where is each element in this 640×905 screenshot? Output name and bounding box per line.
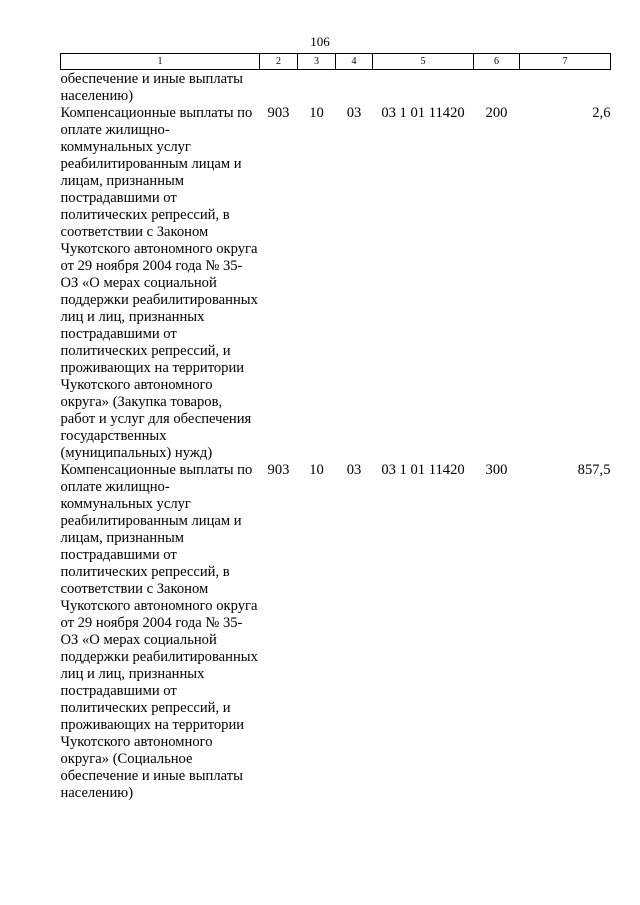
row-subsection — [336, 70, 373, 106]
row-chapter: 903 — [267, 105, 290, 121]
row-section — [298, 70, 336, 106]
row-subsection: 03 — [346, 105, 362, 121]
row-section: 10 — [309, 105, 324, 121]
table-row — [61, 462, 611, 802]
row-name: Компенсационные выплаты по оплате жилищно-коммунальных услуг реабилитированным лицам и лицам, признанным пострадавшими от политических репрессий, в соответствии с Законом Чукотского автономного округа от 29 ноября 2004 года № 35-ОЗ «О мерах социальной поддержки реабилитированных лиц и лиц, признанных пострадавшими от политических репрессий, и проживающих на территории Чукотского автономного округа» (Социальное обеспечение и иные выплаты населению) — [60, 462, 258, 801]
row-type: 300 — [485, 462, 508, 478]
column-number: 7 — [520, 54, 611, 70]
row-name: обеспечение и иные выплаты населению) — [60, 71, 243, 104]
table-row — [61, 70, 611, 106]
row-chapter: 903 — [267, 462, 290, 478]
budget-table — [60, 53, 611, 802]
column-number: 3 — [298, 54, 336, 70]
row-section: 10 — [309, 462, 324, 478]
row-amount: 857,5 — [577, 462, 611, 478]
row-name: Компенсационные выплаты по оплате жилищно-коммунальных услуг реабилитированным лицам и лицам, признанным пострадавшими от политических репрессий, в соответствии с Законом Чукотского автономного округа от 29 ноября 2004 года № 35-ОЗ «О мерах социальной поддержки реабилитированных лиц и лиц, признанных пострадавшими от политических репрессий, и проживающих на территории Чукотского автономного округа» (Закупка товаров, работ и услуг для обеспечения государственных (муниципальных) нужд) — [60, 105, 258, 461]
column-number-row — [61, 54, 611, 70]
row-target — [373, 70, 474, 106]
column-number: 2 — [260, 54, 298, 70]
row-type — [474, 70, 520, 106]
column-number: 5 — [373, 54, 474, 70]
row-type: 200 — [485, 105, 508, 121]
row-target: 03 1 01 11420 — [381, 462, 465, 478]
row-amount — [520, 70, 611, 106]
column-number: 4 — [336, 54, 373, 70]
column-number: 6 — [474, 54, 520, 70]
column-number: 1 — [61, 54, 260, 70]
row-subsection: 03 — [346, 462, 362, 478]
row-target: 03 1 01 11420 — [381, 105, 465, 121]
row-amount: 2,6 — [592, 105, 611, 121]
row-chapter — [260, 70, 298, 106]
page-number: 106 — [310, 34, 330, 49]
table-row — [61, 105, 611, 462]
